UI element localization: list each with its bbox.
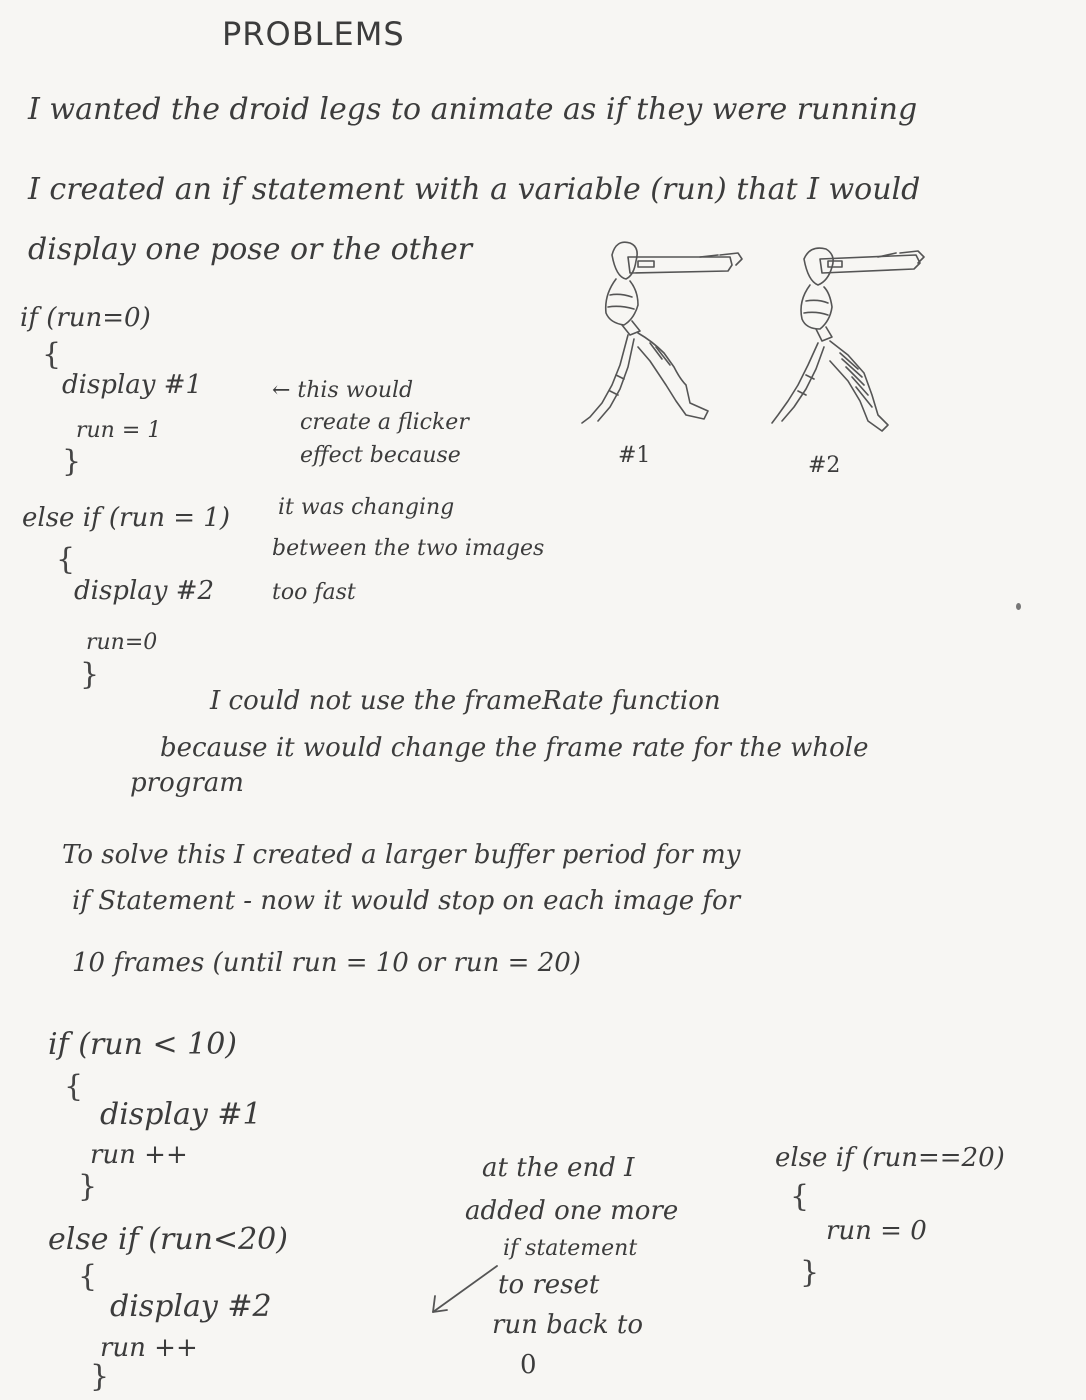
solution-line-3: 10 frames (until run = 10 or run = 20) [72, 948, 581, 978]
code1-display-2: display #2 [74, 576, 215, 606]
droid-pose-1-drawing [580, 235, 760, 439]
intro-line-1: I wanted the droid legs to animate as if they were running [28, 92, 918, 127]
note2-line-2: added one more [465, 1196, 679, 1226]
note1-line-2: create a flicker [300, 410, 469, 435]
note1-line-1: ← this would [272, 378, 414, 403]
droid-pose-1-label: #1 [618, 443, 651, 468]
code2-open-brace-2: { [78, 1259, 98, 1294]
solution-line-2: if Statement - now it would stop on each image for [72, 886, 741, 916]
note2-line-3: if statement [503, 1236, 638, 1261]
code3-reset: run = 0 [826, 1216, 927, 1246]
note2-line-4: to reset [498, 1270, 600, 1300]
code2-if: if (run < 10) [48, 1027, 238, 1062]
note1-line-6: too fast [272, 580, 356, 605]
code3-open-brace: { [790, 1179, 810, 1214]
code1-set-1: run = 1 [76, 418, 162, 443]
droid-pose-2-drawing [768, 245, 948, 449]
code1-open-brace-2: { [56, 542, 76, 577]
intro-line-3: display one pose or the other [28, 232, 473, 267]
code1-open-brace-1: { [42, 337, 62, 372]
code2-inc-1: run ++ [90, 1140, 188, 1170]
code1-display-1: display #1 [62, 370, 203, 400]
code2-display-1: display #1 [100, 1097, 262, 1132]
arrow-annotation-drawing [425, 1262, 505, 1326]
note1-line-3: effect because [300, 443, 461, 468]
page-title: PROBLEMS [222, 15, 405, 53]
note2-line-1: at the end I [482, 1153, 635, 1183]
droid-pose-2-label: #2 [808, 453, 841, 478]
intro-line-2: I created an if statement with a variable (run) that I would [28, 172, 921, 207]
code2-display-2: display #2 [110, 1289, 272, 1324]
code1-set-2: run=0 [86, 630, 158, 655]
code1-else-if: else if (run = 1) [22, 503, 230, 533]
note1-line-5: between the two images [272, 536, 545, 561]
framerate-line-3: program [130, 768, 244, 798]
code1-close-brace-2: } [80, 657, 100, 692]
code3-close-brace: } [800, 1255, 820, 1290]
note2-line-5: run back to [492, 1310, 644, 1340]
framerate-line-2: because it would change the frame rate for the whole [160, 733, 869, 763]
note2-line-6: 0 [520, 1350, 537, 1380]
code1-close-brace-1: } [62, 444, 82, 479]
code2-else-if: else if (run<20) [48, 1222, 288, 1257]
solution-line-1: To solve this I created a larger buffer period for my [62, 840, 741, 870]
code2-close-brace-2: } [90, 1359, 110, 1394]
code2-open-brace-1: { [64, 1069, 84, 1104]
code3-else-if: else if (run==20) [775, 1143, 1005, 1173]
code1-if: if (run=0) [20, 303, 151, 333]
code2-close-brace-1: } [78, 1169, 98, 1204]
framerate-line-1: I could not use the frameRate function [210, 686, 721, 716]
note1-line-4: it was changing [278, 495, 455, 520]
code2-inc-2: run ++ [100, 1333, 198, 1363]
paper-speck [1016, 603, 1021, 610]
